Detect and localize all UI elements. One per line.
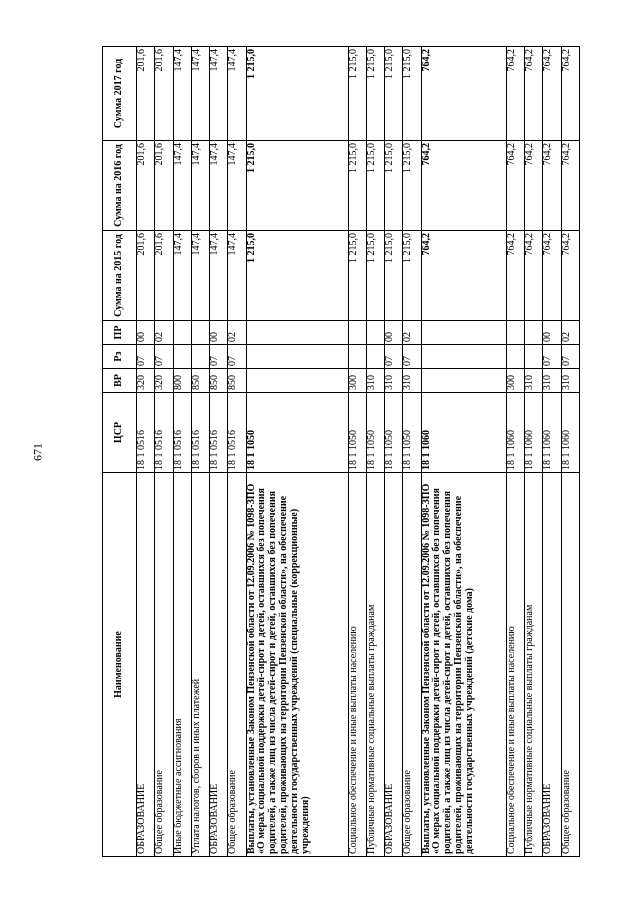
row-vr: 310 (403, 369, 421, 393)
row-sum-2015: 1 215,0 (348, 231, 366, 321)
row-rz: 07 (137, 345, 155, 369)
row-rz: 07 (543, 345, 561, 369)
row-vr: 320 (155, 369, 173, 393)
row-vr: 850 (210, 369, 228, 393)
row-rz: 07 (385, 345, 403, 369)
row-sum-2015: 147,4 (173, 231, 191, 321)
row-rz: 07 (228, 345, 246, 369)
row-sum-2016: 764,2 (543, 141, 561, 231)
row-rz (191, 345, 209, 369)
row-vr (421, 369, 506, 393)
row-sum-2015: 764,2 (506, 231, 524, 321)
row-rz (366, 345, 384, 369)
row-sum-2016: 1 215,0 (246, 141, 348, 231)
row-csr: 18 1 1050 (246, 393, 348, 473)
budget-table-wrapper (102, 47, 580, 857)
row-sum-2015: 201,6 (137, 231, 155, 321)
row-pr (525, 321, 543, 345)
table-row (210, 47, 228, 857)
row-pr: 02 (561, 321, 579, 345)
row-sum-2017: 147,4 (228, 47, 246, 141)
row-csr: 18 1 1050 (348, 393, 366, 473)
row-pr (173, 321, 191, 345)
row-sum-2015: 1 215,0 (366, 231, 384, 321)
header-sum-2015: Сумма на 2015 год (103, 231, 137, 321)
row-name: Общее образование (403, 473, 421, 857)
row-sum-2017: 764,2 (525, 47, 543, 141)
row-sum-2017: 764,2 (561, 47, 579, 141)
row-sum-2017: 764,2 (506, 47, 524, 141)
row-sum-2016: 147,4 (228, 141, 246, 231)
row-pr: 02 (155, 321, 173, 345)
row-csr: 18 1 0516 (137, 393, 155, 473)
row-sum-2015: 764,2 (543, 231, 561, 321)
row-csr: 18 1 0516 (191, 393, 209, 473)
row-name: Социальное обеспечение и иные выплаты населению (348, 473, 366, 857)
row-name: Социальное обеспечение и иные выплаты населению (506, 473, 524, 857)
row-csr: 18 1 1060 (561, 393, 579, 473)
table-row (561, 47, 579, 857)
row-name: Уплата налогов, сборов и иных платежей (191, 473, 209, 857)
row-pr (421, 321, 506, 345)
table-header-row (103, 47, 137, 857)
table-row (228, 47, 246, 857)
table-row (403, 47, 421, 857)
row-vr (246, 369, 348, 393)
row-sum-2016: 1 215,0 (348, 141, 366, 231)
table-row (191, 47, 209, 857)
row-sum-2016: 147,4 (173, 141, 191, 231)
row-name: ОБРАЗОВАНИЕ (385, 473, 403, 857)
row-sum-2015: 147,4 (210, 231, 228, 321)
table-row (385, 47, 403, 857)
row-rz: 07 (561, 345, 579, 369)
row-vr: 850 (228, 369, 246, 393)
row-rz (506, 345, 524, 369)
row-vr: 310 (543, 369, 561, 393)
row-vr: 310 (561, 369, 579, 393)
row-sum-2017: 1 215,0 (385, 47, 403, 141)
row-vr: 320 (137, 369, 155, 393)
row-csr: 18 1 1050 (385, 393, 403, 473)
row-name: Общее образование (155, 473, 173, 857)
table-row (525, 47, 543, 857)
row-vr: 310 (525, 369, 543, 393)
row-vr: 800 (173, 369, 191, 393)
row-vr: 310 (366, 369, 384, 393)
row-sum-2017: 147,4 (173, 47, 191, 141)
row-sum-2016: 764,2 (561, 141, 579, 231)
row-csr: 18 1 1060 (421, 393, 506, 473)
row-name: Общее образование (561, 473, 579, 857)
row-sum-2017: 147,4 (210, 47, 228, 141)
row-pr: 02 (403, 321, 421, 345)
header-name: Наименование (103, 473, 137, 857)
row-pr (191, 321, 209, 345)
row-csr: 18 1 1060 (525, 393, 543, 473)
table-row (348, 47, 366, 857)
row-rz (246, 345, 348, 369)
table-row (137, 47, 155, 857)
row-sum-2016: 764,2 (506, 141, 524, 231)
row-csr: 18 1 1060 (506, 393, 524, 473)
row-pr (348, 321, 366, 345)
row-name: Публичные нормативные социальные выплаты гражданам (525, 473, 543, 857)
table-row (246, 47, 348, 857)
row-sum-2015: 764,2 (421, 231, 506, 321)
header-sum-2017: Сумма 2017 год (103, 47, 137, 141)
row-pr: 00 (210, 321, 228, 345)
row-sum-2017: 1 215,0 (366, 47, 384, 141)
row-vr: 300 (348, 369, 366, 393)
row-vr: 300 (506, 369, 524, 393)
row-rz (348, 345, 366, 369)
row-csr: 18 1 0516 (173, 393, 191, 473)
row-sum-2016: 147,4 (210, 141, 228, 231)
row-csr: 18 1 0516 (210, 393, 228, 473)
row-csr: 18 1 1050 (403, 393, 421, 473)
row-sum-2016: 201,6 (137, 141, 155, 231)
row-sum-2016: 1 215,0 (366, 141, 384, 231)
header-sum-2016: Сумма на 2016 год (103, 141, 137, 231)
row-rz (525, 345, 543, 369)
row-rz (173, 345, 191, 369)
row-sum-2015: 147,4 (191, 231, 209, 321)
row-name: ОБРАЗОВАНИЕ (210, 473, 228, 857)
row-csr: 18 1 0516 (155, 393, 173, 473)
row-sum-2017: 1 215,0 (348, 47, 366, 141)
row-csr: 18 1 1050 (366, 393, 384, 473)
row-sum-2015: 764,2 (561, 231, 579, 321)
row-sum-2017: 764,2 (421, 47, 506, 141)
row-name: Публичные нормативные социальные выплаты гражданам (366, 473, 384, 857)
row-rz: 07 (155, 345, 173, 369)
row-sum-2015: 1 215,0 (385, 231, 403, 321)
row-name: Иные бюджетные ассигнования (173, 473, 191, 857)
budget-table (102, 46, 580, 857)
row-name: ОБРАЗОВАНИЕ (137, 473, 155, 857)
row-sum-2015: 764,2 (525, 231, 543, 321)
row-sum-2015: 147,4 (228, 231, 246, 321)
row-name: Выплаты, установленные Законом Пензенской области от 12.09.2006 № 1098-ЗПО «О мерах социальной поддержки детей-сирот и детей, оставшихся без попечения родителей, а также лиц из числа детей-сирот и детей, оставшихся без попечения родителей, проживающих на территории Пензенской области», на обеспечение деятельности государственных учреждений (специальные (коррекционные) учреждения) (246, 473, 348, 857)
row-sum-2017: 1 215,0 (403, 47, 421, 141)
page-number: 671 (30, 443, 45, 461)
row-sum-2016: 764,2 (525, 141, 543, 231)
row-sum-2017: 147,4 (191, 47, 209, 141)
row-sum-2016: 764,2 (421, 141, 506, 231)
table-row (543, 47, 561, 857)
row-vr: 850 (191, 369, 209, 393)
row-sum-2016: 147,4 (191, 141, 209, 231)
row-name: Общее образование (228, 473, 246, 857)
table-row (506, 47, 524, 857)
row-sum-2017: 1 215,0 (246, 47, 348, 141)
table-row (173, 47, 191, 857)
row-name: Выплаты, установленные Законом Пензенской области от 12.09.2006 № 1098-ЗПО «О мерах социальной поддержки детей-сирот и детей, оставшихся без попечения родителей, а также лиц из числа детей-сирот и детей, оставшихся без попечения родителей, проживающих на территории Пензенской области», на обеспечение деятельности государственных учреждений (детские дома) (421, 473, 506, 857)
table-body (137, 47, 580, 857)
row-sum-2017: 764,2 (543, 47, 561, 141)
row-sum-2015: 1 215,0 (246, 231, 348, 321)
header-rz: Рз (103, 345, 137, 369)
row-csr: 18 1 1060 (543, 393, 561, 473)
table-row (366, 47, 384, 857)
row-csr: 18 1 0516 (228, 393, 246, 473)
row-pr: 00 (137, 321, 155, 345)
header-pr: ПР (103, 321, 137, 345)
row-vr: 310 (385, 369, 403, 393)
row-name: ОБРАЗОВАНИЕ (543, 473, 561, 857)
row-rz (421, 345, 506, 369)
row-rz: 07 (210, 345, 228, 369)
row-pr: 02 (228, 321, 246, 345)
row-pr (506, 321, 524, 345)
row-sum-2017: 201,6 (155, 47, 173, 141)
row-rz: 07 (403, 345, 421, 369)
row-pr: 00 (543, 321, 561, 345)
row-sum-2015: 1 215,0 (403, 231, 421, 321)
header-csr: ЦСР (103, 393, 137, 473)
row-sum-2016: 1 215,0 (385, 141, 403, 231)
row-sum-2016: 1 215,0 (403, 141, 421, 231)
table-row (421, 47, 506, 857)
header-vr: ВР (103, 369, 137, 393)
row-sum-2015: 201,6 (155, 231, 173, 321)
table-row (155, 47, 173, 857)
row-pr (246, 321, 348, 345)
row-pr: 00 (385, 321, 403, 345)
row-sum-2017: 201,6 (137, 47, 155, 141)
row-sum-2016: 201,6 (155, 141, 173, 231)
row-pr (366, 321, 384, 345)
